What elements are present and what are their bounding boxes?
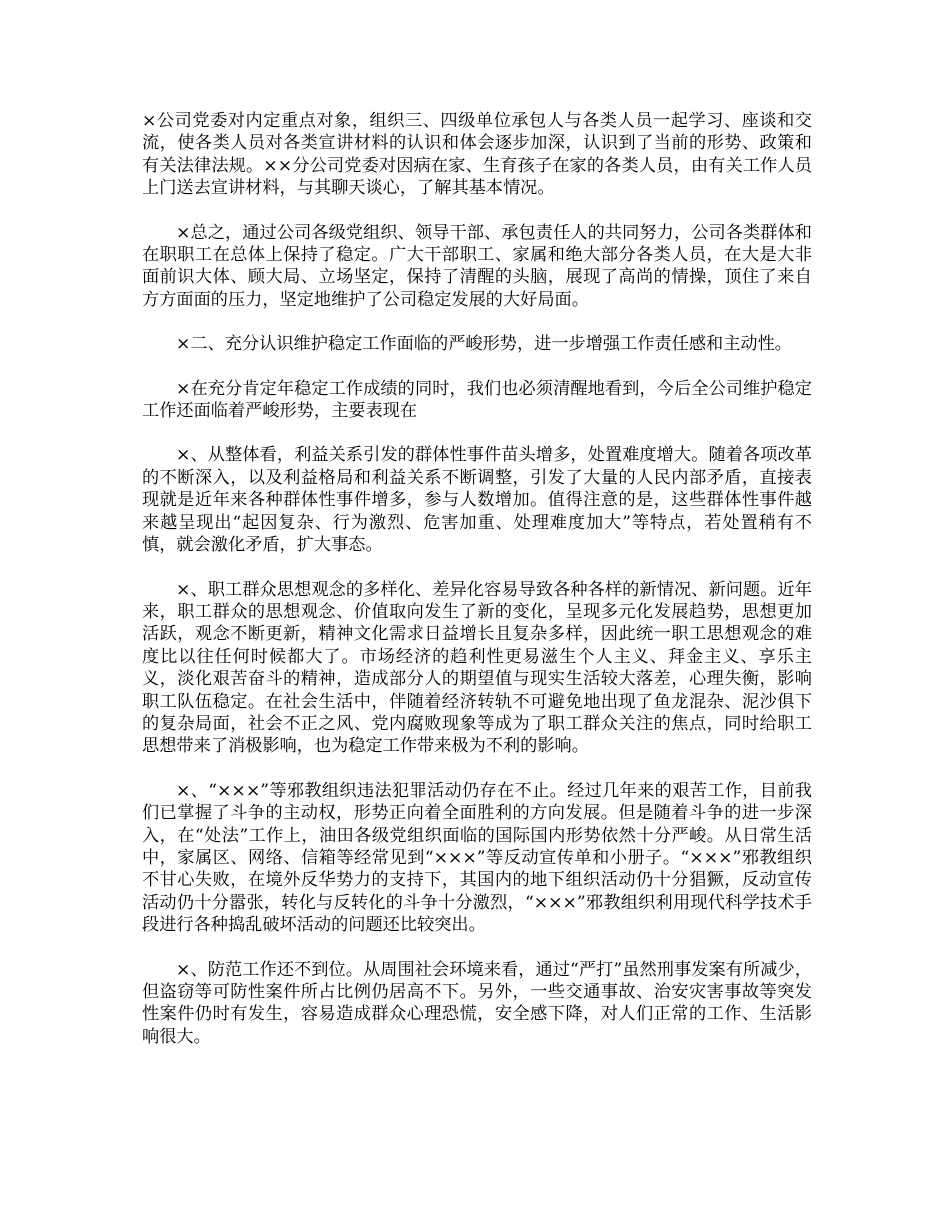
document-body [142, 110, 812, 1070]
paragraph-5: ×、从整体看，利益关系引发的群体性事件苗头增多，处置难度增大。随着各项改革的不断深入，以及利益格局和利益关系不断调整，引发了大量的人民内部矛盾，直接表现就是近年来各种群体性事件增多，参与人数增加。值得注意的是，这些群体性事件越来越呈现出“起因复杂、行为激烈、危害加重、处理难度加大”等特点，若处置稍有不慎，就会激化矛盾，扩大事态。 [142, 445, 812, 556]
paragraph-1: ×公司党委对内定重点对象，组织三、四级单位承包人与各类人员一起学习、座谈和交流，使各类人员对各类宣讲材料的认识和体会逐步加深，认识到了当前的形势、政策和有关法律法规。××分公司党委对因病在家、生育孩子在家的各类人员，由有关工作人员上门送去宣讲材料，与其聊天谈心，了解其基本情况。 [142, 111, 812, 199]
paragraph-8: ×、防范工作还不到位。从周围社会环境来看，通过“严打”虽然刑事发案有所减少，但盗窃等可防性案件所占比例仍居高不下。另外，一些交通事故、治安灾害事故等突发性案件仍时有发生，容易造成群众心理恐慌，安全感下降，对人们正常的工作、生活影响很大。 [142, 959, 812, 1047]
paragraph-4: ×在充分肯定年稳定工作成绩的同时，我们也必须清醒地看到，今后全公司维护稳定工作还面临着严峻形势，主要表现在 [142, 378, 812, 422]
section-heading-2: ×二、充分认识维护稳定工作面临的严峻形势，进一步增强工作责任感和主动性。 [176, 334, 792, 355]
paragraph-2: ×总之，通过公司各级党组织、领导干部、承包责任人的共同努力，公司各类群体和在职职工在总体上保持了稳定。广大干部职工、家属和绝大部分各类人员，在大是大非面前识大体、顾大局、立场坚定，保持了清醒的头脑，展现了高尚的情操，顶住了来自方方面面的压力，坚定地维护了公司稳定发展的大好局面。 [142, 222, 812, 310]
paragraph-7: ×、“×××”等邪教组织违法犯罪活动仍存在不止。经过几年来的艰苦工作，目前我们已掌握了斗争的主动权，形势正向着全面胜利的方向发展。但是随着斗争的进一步深入，在“处法”工作上，油田各级党组织面临的国际国内形势依然十分严峻。从日常生活中，家属区、网络、信箱等经常见到“×××”等反动宣传单和小册子。“×××”邪教组织不甘心失败，在境外反华势力的支持下，其国内的地下组织活动仍十分猖獗，反动宣传活动仍十分嚣张，转化与反转化的斗争十分激烈，“×××”邪教组织利用现代科学技术手段进行各种捣乱破坏活动的问题还比较突出。 [142, 780, 812, 936]
paragraph-6: ×、职工群众思想观念的多样化、差异化容易导致各种各样的新情况、新问题。近年来，职工群众的思想观念、价值取向发生了新的变化，呈现多元化发展趋势，思想更加活跃，观念不断更新，精神文化需求日益增长且复杂多样，因此统一职工思想观念的难度比以往任何时候都大了。市场经济的趋利性更易滋生个人主义、拜金主义、享乐主义，淡化艰苦奋斗的精神，造成部分人的期望值与现实生活较大落差，心理失衡，影响职工队伍稳定。在社会生活中，伴随着经济转轨不可避免地出现了鱼龙混杂、泥沙俱下的复杂局面，社会不正之风、党内腐败现象等成为了职工群众关注的焦点，同时给职工思想带来了消极影响，也为稳定工作带来极为不利的影响。 [142, 579, 812, 757]
